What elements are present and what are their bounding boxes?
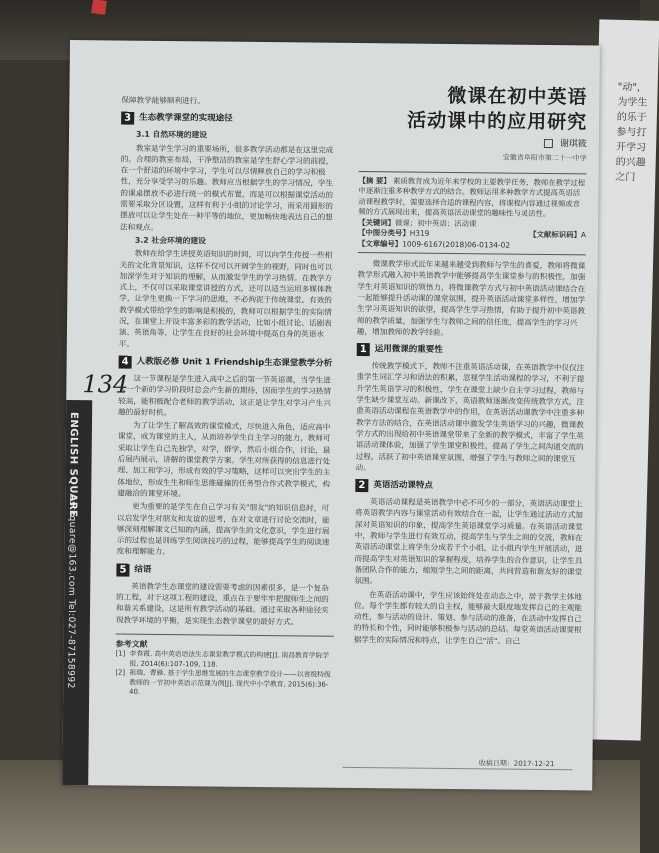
reference-text: 李春霞. 高中英语语法生态课堂教学模式的构建[J]. 南昌教育学院学报, 2014(6):107-109, 118. bbox=[129, 649, 330, 669]
page-number: 134 bbox=[82, 370, 129, 399]
section-number: 4 bbox=[119, 355, 132, 368]
paragraph: 这一节课程是学生进入高中之后的第一节英语课，当学生进入一个新的学习阶段时总会产生新的期待，因而学生的学习热情较高，能积极配合老师的教学活动，这正是让学生对学习产生兴趣的最好时机。 bbox=[118, 373, 332, 417]
left-column bbox=[115, 95, 339, 700]
keywords-label: 【关键词】 bbox=[358, 217, 396, 228]
abstract-text: 素质教育成为近年来学校的主要教学任务，教师在教学过程中逐渐注重多种教学方式的结合。教师运用多种教学方式提高英语活动课程教学时，需要选择合适的课程内容，将课程内容通过视频或音频的方式展现出来，提高英语活动课堂的趣味性与灵活性。 bbox=[358, 175, 586, 219]
section-heading-5 bbox=[116, 563, 334, 578]
subsection-heading: 3.2 社会环境的建设 bbox=[134, 235, 207, 246]
paragraph: 微课教学形式近年来越来越受到教师与学生的喜爱，教师将微课教学形式融入初中英语教学中能够提高学生课堂参与的积极性，加强学生对英语知识的领悟力，将微课教学方式与初中英语活动课结合在一起能够提升活动课的课堂氛围，提升英语活动课堂多样性，增加学生学习英语知识的欲望，提高学生学习热情，有助于提升初中英语教师的教学质量，加强学生与教师之间的信任度，提高学生的学习兴趣，增加教师的教学经验。 bbox=[356, 259, 586, 337]
adjacent-page-text: "动"，为学生的乐于参与打开学习的兴趣之门 bbox=[615, 81, 648, 184]
author-box-icon bbox=[544, 139, 553, 148]
section-title: 结语 bbox=[134, 564, 152, 575]
doc-code-label: 【文献标识码】 bbox=[529, 229, 581, 240]
reference-item bbox=[115, 650, 333, 671]
paragraph: 传统教学模式下，教师不注重英语活动课，在英语教学中仅仅注重学生词汇学习和语法的积累，忽视学生活动课程的学习，不利于提升学生英语学习的积极性，学生在课堂上缺少自主学习过程，教师与学生缺少课堂互动。新课改下，英语教师逐渐改变传统教学方式，注重英语活动课程在英语教学中的作用，在英语活动课教学中注重多种教学方法的结合，在英语活动课中激发学生英语学习的兴趣，微课教学方式的出现给初中英语课堂带来了全新的教学模式，丰富了学生英语活动课体验，加强了学生课堂积极性，提高了学生之间沟通交流的过程，活跃了初中英语课堂氛围，增强了学生与教师之间的课堂互动。 bbox=[355, 361, 585, 473]
reference-number: [1] bbox=[115, 649, 126, 658]
article-id-label: 【文章编号】 bbox=[357, 238, 403, 249]
contact-info: estsquare@163.com Tel:027-87158992 bbox=[65, 494, 78, 689]
red-bookmark bbox=[91, 0, 107, 15]
keywords: 微课；初中英语；活动课 bbox=[395, 218, 477, 228]
reference-number: [2] bbox=[115, 668, 126, 677]
affiliation: 安徽省阜阳市第二十一中学 bbox=[502, 153, 587, 163]
section-title: 运用微课的重要性 bbox=[374, 344, 443, 355]
clc-value: H319 bbox=[409, 228, 430, 238]
references-heading: 参考文献 bbox=[116, 633, 334, 652]
received-date: 收稿日期：2017-12-21 bbox=[478, 759, 555, 769]
article-title-line-1: 微课在初中英语 bbox=[447, 84, 588, 109]
paragraph: 为了让学生了解高效的课堂模式，尽快进入角色，适应高中课堂，成为课堂的主人，从而培养学生自主学习的能力，教师可采取让学生自己先独学，对学，群学，然后小组合作，讨论，最后展内展示，讲解的课堂教学方案。学生对所获得的信息进行处理、加工和学习，形成有效的学习策略，这样可以突出学生的主体地位，形成生生和师生思维碰撞的任务型合作式教学模式，构建融洽的课堂环境。 bbox=[117, 420, 331, 499]
author-name: 谢琪筱 bbox=[559, 139, 587, 150]
doc-code-value: A bbox=[580, 230, 587, 240]
article-id-value: 1009-6167(2018)06-0134-02 bbox=[402, 239, 511, 250]
article-title-line-2: 活动课中的应用研究 bbox=[407, 109, 588, 134]
section-heading-1 bbox=[357, 343, 585, 358]
paragraph: 保障教学能够顺利进行。 bbox=[121, 95, 205, 106]
article-metadata bbox=[358, 218, 586, 256]
reference-item bbox=[115, 669, 333, 700]
abstract bbox=[358, 171, 586, 220]
section-number: 5 bbox=[116, 563, 129, 576]
section-number: 2 bbox=[355, 479, 368, 492]
paragraph: 更为重要的是学生在自己学习有关"朋友"的知识信息时，可以启发学生对朋友和友谊的思考，在对文章进行讨论交流时，能够深刻理解课文已知的内涵，提高学生的文化意识，学生进行展示的过程也是训练学生阅读技巧的过程，能够提高学生的阅读速度和理解能力。 bbox=[116, 501, 330, 557]
abstract-label: 【摘 要】 bbox=[358, 175, 391, 185]
section-title: 生态教学课堂的实现途径 bbox=[139, 112, 233, 124]
section-number: 1 bbox=[357, 343, 370, 356]
magazine-page bbox=[62, 40, 600, 791]
paragraph: 教师在给学生讲授英语知识的时间，可以向学生传授一些相关的文化背景知识，这样不仅可以开阔学生的视野，同时也可以加深学生对于知识的理解，从而激发学生的学习热情。在教学方式上，不仅可以采取课堂讲授的方式，还可以适当运用多媒体教学，让学生更换一下学习的思维，不必拘泥于传统课堂。有效的教学模式带给学生的影响是积极的，教师可以根据学生的实际情况，在课堂上开设丰富多彩的教学活动，比如小组讨论、话剧表演、英语角等，让学生在良好的社会环境中提高自身的英语水平。 bbox=[118, 248, 333, 349]
clc-label: 【中图分类号】 bbox=[357, 228, 410, 238]
paragraph: 英语活动课程是英语教学中必不可少的一部分，英语活动课堂上将英语教学内容与课堂活动有效结合在一起，让学生通过活动方式加深对英语知识的印象，提高学生英语课堂学习质量。在英语活动课堂中，教师与学生进行有效互动，提高学生与学生之间的交流，教师在英语活动课堂上将学生分成若干个小组，让小组内学生开展活动，进而提高学生对英语知识的掌握程度，培养学生的合作意识，让学生具备团队合作的能力，缩短学生之间的距离，共同营造和谐友好的课堂氛围。 bbox=[354, 497, 583, 586]
section-heading-4 bbox=[119, 355, 337, 370]
reference-text: 祖瑞，曹雁. 基于学生思维发展的生态课堂教学设计——以省级特级教师的一节初中英语示范课为例[J]. 现代中小学教育, 2015(6):36-40. bbox=[129, 668, 331, 696]
right-column bbox=[354, 83, 588, 649]
section-title: 人教版必修 Unit 1 Friendship生态课堂教学分析 bbox=[136, 356, 333, 369]
magazine-brand: ENGLISH SQUARE bbox=[67, 412, 80, 518]
paragraph: 在英语活动课中，学生应该始终处在动态之中，居于教学主体地位。每个学生都有较大的自主权，能够最大限度地发挥自己的主观能动性，参与活动的设计、策划、参与活动的准备，在活动中发挥自己的特长和个性，同时能够积极参与活动的总结。每堂英语活动课要根据学生的实际情况和特点，让学生自己"活"、自己 bbox=[353, 589, 582, 646]
section-number: 3 bbox=[121, 112, 134, 125]
subsection-heading: 3.1 自然环境的建设 bbox=[135, 129, 208, 140]
section-heading-2 bbox=[355, 479, 583, 494]
author-line bbox=[359, 137, 587, 151]
section-title: 英语活动课特点 bbox=[373, 480, 433, 491]
section-heading-3 bbox=[121, 112, 339, 127]
paragraph: 英语教学生态课堂的建设需要考虑的因素很多，是一个复杂的工程，对于这项工程的建设，重点在于要牢牢把握师生之间的和谐关系建设，这是所有教学活动的基础。通过采取各种途径实现教学环境的平衡，是实现生态教学课堂的最好方式。 bbox=[115, 581, 329, 626]
paragraph: 教室是学生学习的重要场所，很多教学活动都是在这里完成的。合理的教室布局，干净整洁的教室是学生舒心学习的前提，在一个舒适的环境中学习，学生可以尽情释放自己的学习积极性，充分享受学习的乐趣。教师应当根据学生的学习情况，学生的课桌摆放不必进行统一的模式布置，而是可以根据课堂活动的需要采取分区设置，这样有利于小组的讨论学习，而采用圆形的摆放可以让学生处在一种平等的地位，更加畅快地表达自己的想法和观点。 bbox=[120, 143, 334, 232]
